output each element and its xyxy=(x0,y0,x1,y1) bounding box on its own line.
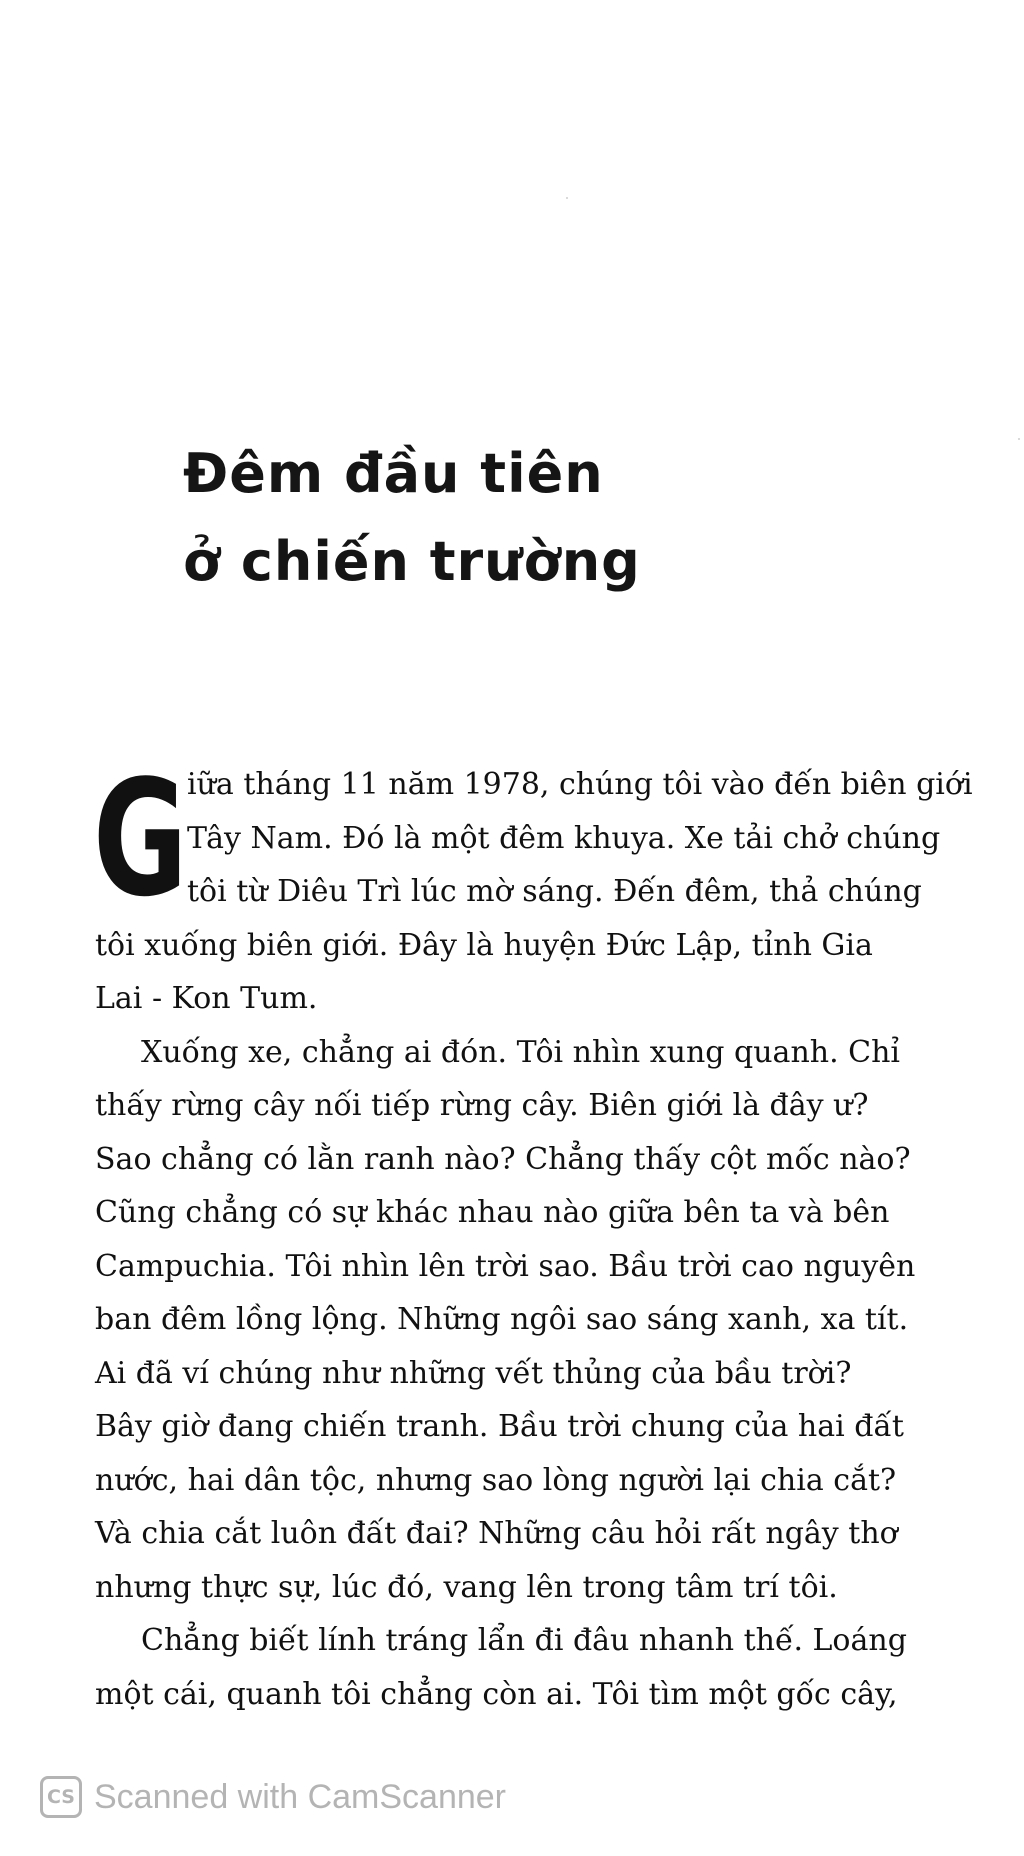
text-line: một cái, quanh tôi chẳng còn ai. Tôi tìm một gốc cây, xyxy=(95,1676,898,1712)
watermark-text: Scanned with CamScanner xyxy=(94,1777,507,1816)
text-line: Lai - Kon Tum. xyxy=(95,981,318,1016)
text-line: iữa tháng 11 năm 1978, chúng tôi vào đến biên giới xyxy=(187,767,973,802)
text-line: nước, hai dân tộc, nhưng sao lòng người lại chia cắt? xyxy=(95,1462,897,1498)
chapter-title-line-2: ở chiến trường xyxy=(183,530,641,593)
chapter-title-line-1: Đêm đầu tiên xyxy=(183,442,604,505)
text-line: ban đêm lồng lộng. Những ngôi sao sáng xanh, xa tít. xyxy=(95,1302,909,1337)
camscanner-logo-icon: CS xyxy=(40,1776,82,1818)
paragraph-2 xyxy=(95,1026,955,1615)
text-line: tôi từ Diêu Trì lúc mờ sáng. Đến đêm, thả chúng xyxy=(187,874,922,909)
text-line: Ai đã ví chúng như những vết thủng của bầu trời? xyxy=(95,1355,852,1391)
drop-cap: G xyxy=(93,745,188,932)
scan-speck xyxy=(566,197,568,199)
text-line: nhưng thực sự, lúc đó, vang lên trong tâm trí tôi. xyxy=(95,1569,838,1605)
chapter-body xyxy=(93,745,973,1721)
text-line: Chẳng biết lính tráng lẩn đi đâu nhanh thế. Loáng xyxy=(141,1623,907,1658)
chapter-title xyxy=(183,430,641,606)
text-line: Sao chẳng có lằn ranh nào? Chẳng thấy cột mốc nào? xyxy=(95,1141,911,1177)
paragraph-3 xyxy=(95,1614,955,1721)
text-line: Tây Nam. Đó là một đêm khuya. Xe tải chở chúng xyxy=(187,820,941,856)
text-line: Xuống xe, chẳng ai đón. Tôi nhìn xung quanh. Chỉ xyxy=(141,1034,901,1070)
text-line: Campuchia. Tôi nhìn lên trời sao. Bầu trời cao nguyên xyxy=(95,1248,916,1284)
text-line: tôi xuống biên giới. Đây là huyện Đức Lập, tỉnh Gia xyxy=(95,927,873,963)
text-line: Và chia cắt luôn đất đai? Những câu hỏi rất ngây thơ xyxy=(95,1516,898,1551)
text-line: Cũng chẳng có sự khác nhau nào giữa bên ta và bên xyxy=(95,1195,890,1230)
camscanner-watermark xyxy=(40,1776,506,1818)
text-line: Bây giờ đang chiến tranh. Bầu trời chung của hai đất xyxy=(95,1409,904,1444)
paragraph-1 xyxy=(93,745,973,1026)
text-line: thấy rừng cây nối tiếp rừng cây. Biên giới là đây ư? xyxy=(95,1088,869,1123)
scan-speck xyxy=(1018,438,1020,440)
